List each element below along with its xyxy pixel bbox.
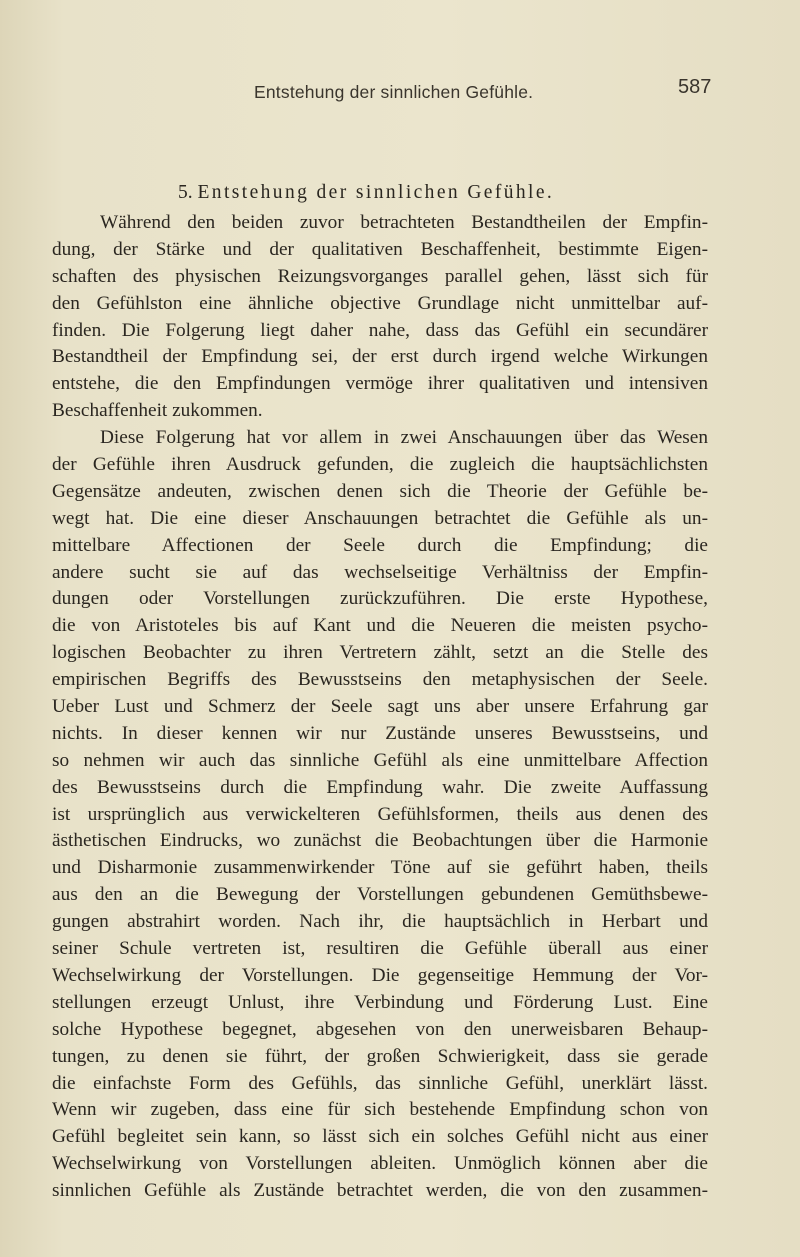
text-line: finden. Die Folgerung liegt daher nahe, dass das Gefühl ein secundärer (52, 319, 708, 341)
text-line: aus den an die Bewegung der Vorstellungen gebundenen Gemüthsbewe- (52, 884, 708, 906)
text-line: nichts. In dieser kennen wir nur Zustände unseres Bewusstseins, und (52, 722, 708, 744)
text-line: des Bewusstseins durch die Empfindung wahr. Die zweite Auffassung (52, 776, 708, 798)
section-title: Entstehung der sinnlichen Gefühle. (197, 182, 555, 203)
running-head-title: Entstehung der sinnlichen Gefühle. (254, 82, 534, 102)
text-line: Wenn wir zugeben, dass eine für sich bestehende Empfindung schon von (52, 1099, 708, 1121)
page-number: 587 (678, 76, 712, 98)
text-line: empirischen Begriffs des Bewusstseins den metaphysischen der Seele. (52, 669, 708, 691)
text-line: die von Aristoteles bis auf Kant und die Neueren die meisten psycho- (52, 615, 708, 637)
text-line: seiner Schule vertreten ist, resultiren die Gefühle überall aus einer (52, 938, 708, 960)
text-line: Gegensätze andeuten, zwischen denen sich die Theorie der Gefühle be- (52, 480, 708, 502)
text-line: Gefühl begleitet sein kann, so lässt sich ein solches Gefühl nicht aus einer (52, 1126, 708, 1148)
text-line: Diese Folgerung hat vor allem in zwei Anschauungen über das Wesen (100, 427, 708, 449)
text-line: dungen oder Vorstellungen zurückzuführen. Die erste Hypothese, (52, 588, 708, 610)
body-text (52, 210, 708, 1205)
text-line: dung, der Stärke und der qualitativen Beschaffenheit, bestimmte Eigen- (52, 238, 708, 260)
text-line: ästhetischen Eindrucks, wo zunächst die Beobachtungen über die Harmonie (52, 830, 708, 852)
text-line: gungen abstrahirt worden. Nach ihr, die hauptsächlich in Herbart und (52, 911, 708, 933)
text-line: Ueber Lust und Schmerz der Seele sagt uns aber unsere Erfahrung gar (52, 696, 708, 718)
text-line: Wechselwirkung von Vorstellungen ableiten. Unmöglich können aber die (52, 1153, 708, 1175)
text-line: mittelbare Affectionen der Seele durch die Empfindung; die (52, 534, 708, 556)
text-line: sinnlichen Gefühle als Zustände betrachtet werden, die von den zusammen- (52, 1180, 708, 1202)
text-line: Wechselwirkung der Vorstellungen. Die gegenseitige Hemmung der Vor- (52, 964, 708, 986)
text-line: wegt hat. Die eine dieser Anschauungen betrachtet die Gefühle als un- (52, 507, 708, 529)
section-heading (178, 182, 554, 204)
text-line: den Gefühlston eine ähnliche objective Grundlage nicht unmittelbar auf- (52, 292, 708, 314)
text-line: tungen, zu denen sie führt, der großen Schwierigkeit, dass sie gerade (52, 1045, 708, 1067)
text-line: die einfachste Form des Gefühls, das sinnliche Gefühl, unerklärt lässt. (52, 1072, 708, 1094)
text-line: stellungen erzeugt Unlust, ihre Verbindung und Förderung Lust. Eine (52, 991, 708, 1013)
text-line: Beschaffenheit zukommen. (52, 400, 263, 422)
text-line: Während den beiden zuvor betrachteten Bestandtheilen der Empfin- (100, 212, 708, 233)
text-line: und Disharmonie zusammenwirkender Töne auf sie geführt haben, theils (52, 857, 708, 879)
running-head (0, 76, 800, 106)
text-line: so nehmen wir auch das sinnliche Gefühl als eine unmittelbare Affection (52, 749, 708, 771)
text-line: entstehe, die den Empfindungen vermöge ihrer qualitativen und intensiven (52, 373, 708, 395)
text-line: ist ursprünglich aus verwickelteren Gefühlsformen, theils aus denen des (52, 803, 708, 825)
text-line: logischen Beobachter zu ihren Vertretern zählt, setzt an die Stelle des (52, 642, 708, 664)
text-line: schaften des physischen Reizungsvorganges parallel gehen, lässt sich für (52, 265, 708, 287)
text-line: andere sucht sie auf das wechselseitige Verhältniss der Empfin- (52, 561, 708, 583)
text-line: der Gefühle ihren Ausdruck gefunden, die zugleich die hauptsächlichsten (52, 454, 708, 476)
text-line: Bestandtheil der Empfindung sei, der erst durch irgend welche Wirkungen (52, 346, 708, 368)
section-number: 5. (178, 182, 193, 203)
text-line: solche Hypothese begegnet, abgesehen von den unerweisbaren Behaup- (52, 1018, 708, 1040)
